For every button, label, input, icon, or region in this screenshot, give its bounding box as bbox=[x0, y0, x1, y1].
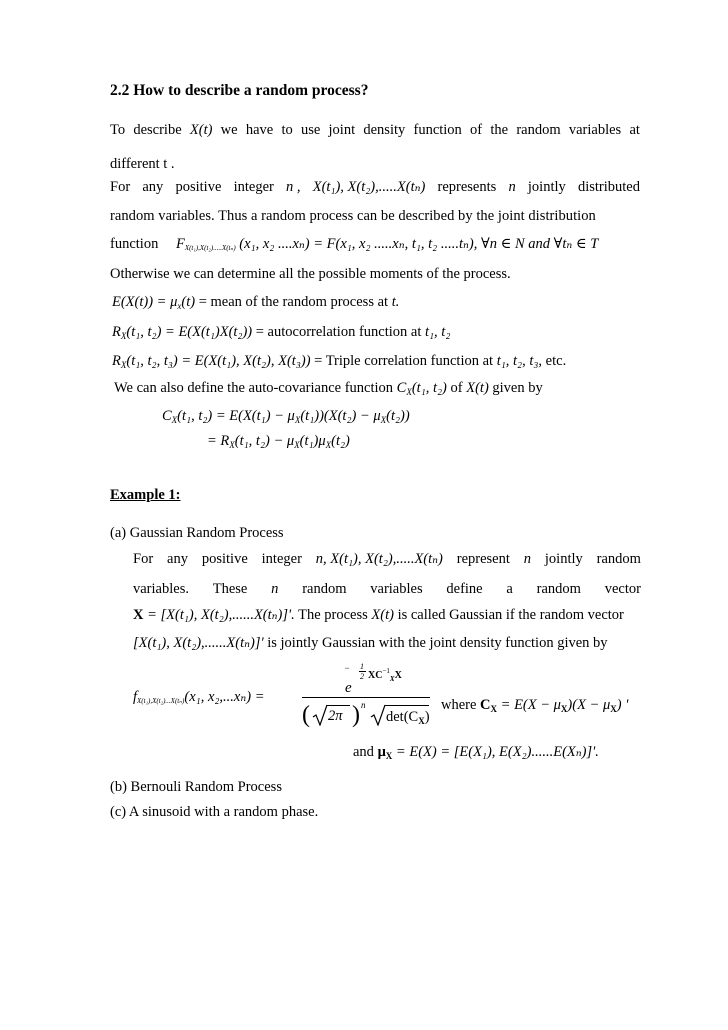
word: random bbox=[516, 122, 561, 138]
mean-text: = mean of the random process at bbox=[195, 294, 392, 310]
exponent-xc: XC bbox=[368, 670, 383, 681]
right-paren: ) bbox=[352, 702, 360, 728]
eq2-sub3: X bbox=[325, 440, 332, 450]
mu-sub: X bbox=[385, 751, 393, 761]
mean-vector-line bbox=[353, 743, 599, 765]
autocorr-var: t₁, t₂ bbox=[424, 324, 451, 340]
item-c: (c) A sinusoid with a random phase. bbox=[110, 804, 319, 820]
word: variables bbox=[370, 581, 423, 597]
exponent-body bbox=[368, 666, 402, 685]
word: random bbox=[302, 581, 347, 597]
word: any bbox=[142, 179, 164, 195]
word: a bbox=[506, 581, 513, 597]
paragraph-3: Otherwise we can determine all the possible moments of the process. bbox=[110, 266, 511, 282]
triple-subscript: X bbox=[120, 360, 127, 370]
eq1-rest: (t₁, t₂) = E(X(t₁) − μ bbox=[177, 408, 295, 424]
word: jointly bbox=[544, 551, 583, 567]
vector-symbol: X bbox=[133, 607, 144, 623]
mean-var: t. bbox=[391, 294, 400, 310]
eq2-rest: (t₁, t₂) − μ bbox=[234, 433, 295, 449]
triple-text: = Triple correlation function at bbox=[310, 353, 497, 369]
paragraph-2-line-2: random variables. Thus a random process can be described by the joint distribution bbox=[110, 208, 596, 224]
sqrt-sign-2 bbox=[370, 704, 386, 726]
power-n: n bbox=[361, 700, 366, 710]
word: represents bbox=[437, 179, 497, 195]
cov-sub: X bbox=[490, 704, 498, 714]
eq2-rest3: (t₂) bbox=[331, 433, 350, 449]
word: random bbox=[536, 581, 581, 597]
autocovariance-intro bbox=[114, 379, 543, 401]
word: These bbox=[212, 581, 248, 597]
word: n bbox=[271, 581, 279, 597]
word: For bbox=[133, 551, 154, 567]
gaussian-line-3 bbox=[133, 606, 624, 624]
eq2-rest2: (t₁)μ bbox=[299, 433, 326, 449]
word: n bbox=[523, 551, 532, 567]
eq1-rest2: (t₁))(X(t₂) − μ bbox=[300, 408, 381, 424]
density-lhs bbox=[133, 688, 264, 710]
paragraph-2-line-1 bbox=[110, 178, 640, 196]
exponent-half-num: 1 bbox=[360, 662, 364, 671]
word: random bbox=[596, 551, 641, 567]
word: describe bbox=[133, 122, 182, 138]
distribution-expression: (x₁, x₂ ....xₙ) = F(x₁, x₂ .....xₙ, t₁, t₂ .....tₙ), ∀n ∈ N and ∀tₙ ∈ T bbox=[239, 236, 599, 252]
word: represent bbox=[456, 551, 510, 567]
autocorr-symbol: R bbox=[112, 324, 121, 340]
gaussian-line-2 bbox=[133, 580, 641, 598]
item-a: (a) Gaussian Random Process bbox=[110, 525, 284, 541]
sqrt-bar-2 bbox=[385, 705, 429, 706]
word: positive bbox=[201, 551, 248, 567]
cov-rhs: = E(X − μ bbox=[497, 697, 561, 713]
exponent-tail: X bbox=[394, 670, 402, 681]
autocov-var: X(t) bbox=[466, 380, 489, 396]
item-b: (b) Bernouli Random Process bbox=[110, 779, 282, 795]
triple-symbol: R bbox=[112, 353, 121, 369]
word: at bbox=[629, 122, 640, 138]
mean-expression: E(X(t)) = μ bbox=[112, 294, 178, 310]
where-word: where bbox=[441, 697, 481, 713]
paragraph-1-line-2: different t . bbox=[110, 156, 175, 172]
autocov-text-3: given by bbox=[488, 380, 543, 396]
eq1-sub: X bbox=[171, 415, 178, 425]
eq1-sub2: X bbox=[294, 415, 301, 425]
cov-symbol: C bbox=[480, 697, 491, 713]
word: jointly bbox=[527, 179, 566, 195]
exponent-inverse: −1 bbox=[382, 667, 390, 675]
word: have bbox=[245, 122, 274, 138]
cov-end: ) ' bbox=[616, 697, 629, 713]
density-f: f bbox=[133, 689, 138, 705]
exponent-half-den: 2 bbox=[360, 672, 364, 681]
gauss3-var: X(t) bbox=[371, 607, 394, 623]
word: n, X(t₁), X(t₂),.....X(tₙ) bbox=[315, 551, 443, 567]
function-word: function bbox=[110, 236, 159, 252]
and-word: and bbox=[353, 744, 378, 760]
paragraph-1-line-1 bbox=[110, 121, 640, 139]
word: integer bbox=[233, 179, 274, 195]
distribution-subscript: X(t₁),X(t₂).....X(tₙ) bbox=[184, 244, 236, 252]
word: the bbox=[490, 122, 509, 138]
eq2-sub2: X bbox=[294, 440, 300, 450]
word: n , bbox=[286, 179, 301, 195]
eq1-lhs: C bbox=[162, 408, 172, 424]
word: vector bbox=[604, 581, 641, 597]
gauss3-text: The process bbox=[294, 607, 372, 623]
cov-sub3: X bbox=[610, 704, 617, 714]
word: define bbox=[446, 581, 483, 597]
autocov-symbol: C bbox=[396, 380, 407, 396]
word: use bbox=[300, 122, 321, 138]
word: variables. bbox=[133, 581, 189, 597]
word: integer bbox=[261, 551, 302, 567]
vector-definition: = [X(t₁), X(t₂),......X(tₙ)]'. bbox=[143, 607, 295, 623]
mu-symbol: μ bbox=[377, 744, 386, 760]
autocovariance-equation-2 bbox=[207, 432, 350, 454]
autocov-subscript: X bbox=[406, 387, 412, 397]
word: n bbox=[508, 179, 516, 195]
mean-line bbox=[112, 293, 399, 315]
mu-rest: = E(X) = [E(X₁), E(X₂)......E(Xₙ)]'. bbox=[392, 744, 599, 760]
eq1-rest3: (t₂)) bbox=[386, 408, 410, 424]
word: distributed bbox=[577, 179, 640, 195]
eq2-sub: X bbox=[229, 440, 235, 450]
paragraph-2-line-3 bbox=[110, 235, 598, 257]
cov-sub2: X bbox=[560, 704, 568, 714]
det-close: ) bbox=[424, 709, 430, 725]
density-args: (x₁, x₂,...xₙ) = bbox=[184, 689, 265, 705]
autocorr-text: = autocorrelation function at bbox=[252, 324, 425, 340]
section-title: 2.2 How to describe a random process? bbox=[110, 82, 369, 99]
eq1-sub3: X bbox=[380, 415, 387, 425]
triple-tail: , etc. bbox=[538, 353, 567, 369]
exponent-sub: X bbox=[389, 675, 395, 683]
autocov-text-1: We can also define the auto-covariance function bbox=[114, 380, 397, 396]
fraction-bar bbox=[302, 697, 430, 698]
triple-var: t₁, t₂, t₃ bbox=[496, 353, 539, 369]
mean-subscript: x bbox=[177, 301, 182, 311]
triple-expression: (t₁, t₂, t₃) = E(X(t₁), X(t₂), X(t₃)) bbox=[126, 353, 311, 369]
word: X(t) bbox=[189, 122, 213, 138]
word: X(t₁), X(t₂),.....X(tₙ) bbox=[312, 179, 426, 195]
word: positive bbox=[175, 179, 222, 195]
word: we bbox=[220, 122, 238, 138]
density-f-subscript: X(t₁),X(t₂)...X(tₙ) bbox=[137, 697, 185, 705]
word: to bbox=[281, 122, 293, 138]
gauss4-expression: [X(t₁), X(t₂),......X(tₙ)]' bbox=[133, 635, 264, 651]
word: any bbox=[167, 551, 188, 567]
autocovariance-equation-1 bbox=[162, 407, 410, 429]
word: To bbox=[110, 122, 126, 138]
determinant bbox=[386, 708, 430, 730]
sqrt-bar-1 bbox=[327, 705, 350, 706]
autocov-args: (t₁, t₂) bbox=[411, 380, 447, 396]
covariance-definition bbox=[441, 696, 628, 718]
word: of bbox=[470, 122, 483, 138]
eq2-lhs: = R bbox=[207, 433, 230, 449]
exponent-neg: − bbox=[344, 663, 351, 673]
mean-expression-arg: (t) bbox=[181, 294, 196, 310]
word: joint bbox=[328, 122, 356, 138]
distribution-symbol: F bbox=[175, 236, 185, 252]
det-text: det(C bbox=[386, 709, 419, 725]
word: function bbox=[413, 122, 462, 138]
word: For bbox=[110, 179, 131, 195]
autocorr-expression: (t₁, t₂) = E(X(t₁)X(t₂)) bbox=[126, 324, 253, 340]
det-sub: X bbox=[418, 716, 425, 726]
autocorr-subscript: X bbox=[120, 331, 127, 341]
gaussian-line-4 bbox=[133, 634, 608, 652]
gaussian-line-1 bbox=[133, 550, 641, 568]
triple-correlation-line bbox=[112, 352, 566, 374]
numerator-e: e bbox=[345, 680, 352, 696]
sqrt-sign-1 bbox=[312, 704, 328, 726]
autocov-text-2: of bbox=[446, 380, 467, 396]
cov-mid: )(X − μ bbox=[567, 697, 611, 713]
word: variables bbox=[568, 122, 622, 138]
gauss3-text-2: is called Gaussian if the random vector bbox=[393, 607, 624, 623]
two-pi: 2π bbox=[328, 708, 343, 724]
left-paren: ( bbox=[302, 702, 310, 728]
example-heading: Example 1: bbox=[110, 487, 181, 503]
word: density bbox=[363, 122, 406, 138]
autocorrelation-line bbox=[112, 323, 450, 345]
gauss4-text: is jointly Gaussian with the joint density function given by bbox=[263, 635, 608, 651]
